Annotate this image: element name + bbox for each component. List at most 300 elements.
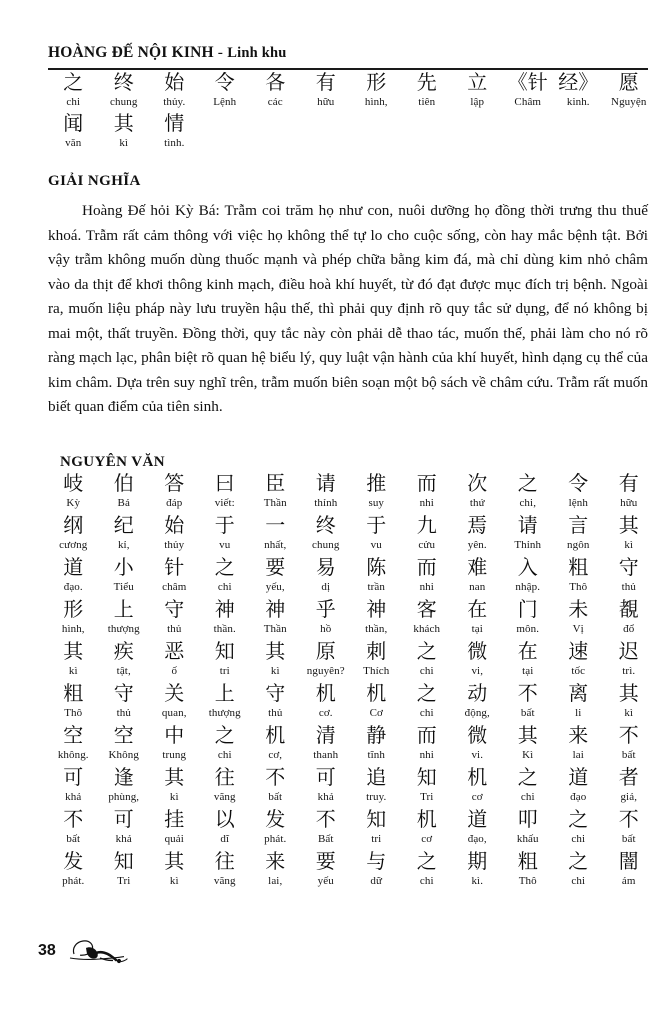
han-character: 之	[214, 554, 235, 579]
nguyen-van-cell	[604, 765, 655, 805]
nguyen-van-cell	[301, 849, 352, 889]
top-verse-cell	[351, 111, 402, 151]
han-character: 之	[517, 764, 538, 789]
romanization: thủ	[167, 622, 182, 635]
han-character: 清	[315, 722, 336, 747]
han-character: 微	[467, 638, 488, 663]
romanization: vi.	[471, 748, 484, 761]
nguyen-van-cell	[301, 471, 352, 511]
romanization: Tri	[117, 874, 131, 887]
romanization: tri	[371, 832, 382, 845]
romanization: Cơ	[369, 706, 383, 719]
romanization: chi	[217, 580, 232, 593]
han-character: 不	[63, 806, 84, 831]
han-character: 发	[63, 848, 84, 873]
han-character: 小	[113, 554, 134, 579]
romanization: kì	[169, 790, 179, 803]
romanization: chi	[66, 96, 81, 108]
nguyen-van-cell	[351, 681, 402, 721]
han-character: 终	[315, 512, 336, 537]
han-character: 恶	[164, 638, 185, 663]
han-character	[553, 111, 604, 136]
han-character: 次	[467, 470, 488, 495]
romanization: Kỳ	[66, 496, 81, 509]
han-character: 令	[568, 470, 589, 495]
han-character: 其	[63, 638, 84, 663]
nguyen-van-cell	[301, 681, 352, 721]
han-character: 知	[416, 764, 437, 789]
nguyen-van-cell	[553, 723, 604, 763]
nguyen-van-cell	[351, 597, 402, 637]
han-character	[200, 111, 251, 136]
nguyen-van-cell	[503, 849, 554, 889]
romanization: lập	[470, 96, 485, 108]
nguyen-van-cell	[503, 555, 554, 595]
han-character: 速	[568, 638, 589, 663]
han-character: 客	[416, 596, 437, 621]
nguyen-van-cell	[402, 849, 453, 889]
romanization: vu	[219, 538, 231, 551]
romanization: yếu	[317, 874, 334, 887]
han-character: 知	[113, 848, 134, 873]
top-verse-cell	[99, 111, 150, 151]
romanization: Nguyện	[611, 96, 647, 108]
romanization: tật,	[116, 664, 131, 677]
top-verse-cell	[149, 70, 200, 110]
nguyen-van-cell	[503, 681, 554, 721]
romanization: động,	[464, 706, 490, 719]
han-character: 之	[416, 848, 437, 873]
nguyen-van-cell	[99, 513, 150, 553]
romanization: các	[267, 96, 283, 108]
nguyen-van-cell	[553, 597, 604, 637]
nguyen-van-cell	[503, 471, 554, 511]
han-character: 始	[164, 512, 185, 537]
han-character: 于	[214, 512, 235, 537]
romanization: Thần	[263, 496, 287, 509]
han-character	[351, 111, 402, 136]
romanization: cơ,	[268, 748, 283, 761]
han-character: 守	[164, 596, 185, 621]
han-character: 各	[265, 70, 286, 94]
romanization: nhi	[419, 496, 434, 509]
nguyen-van-cell	[149, 765, 200, 805]
top-verse-row	[48, 111, 654, 151]
nguyen-van-cell	[250, 765, 301, 805]
romanization: Kì	[522, 748, 534, 761]
romanization: phát.	[264, 832, 287, 845]
nguyen-van-cell	[149, 849, 200, 889]
nguyen-van-cell	[553, 471, 604, 511]
han-character: 经》	[558, 70, 599, 94]
romanization	[301, 136, 352, 151]
romanization: phát.	[62, 874, 85, 887]
top-verse-cell	[200, 70, 251, 110]
romanization: bất	[621, 832, 636, 845]
nguyen-van-cell	[402, 723, 453, 763]
han-character: 迟	[618, 638, 639, 663]
romanization: thứ	[469, 496, 485, 509]
han-character: 九	[416, 512, 437, 537]
nguyen-van-cell	[402, 597, 453, 637]
han-character: 形	[63, 596, 84, 621]
romanization: Châm	[514, 96, 542, 108]
han-character: 其	[113, 111, 134, 135]
han-character: 不	[618, 722, 639, 747]
romanization: Vị	[572, 622, 584, 635]
romanization: kỉ,	[117, 538, 130, 551]
han-character: 其	[618, 680, 639, 705]
han-character: 入	[517, 554, 538, 579]
han-character: 挂	[164, 806, 185, 831]
romanization: dị	[321, 580, 331, 593]
decorative-ornament-icon	[66, 936, 132, 966]
nguyen-van-cell	[604, 513, 655, 553]
nguyen-van-cell	[503, 597, 554, 637]
romanization: thủ	[268, 706, 283, 719]
nguyen-van-cell	[301, 513, 352, 553]
han-character: 不	[265, 764, 286, 789]
nguyen-van-cell	[48, 849, 99, 889]
top-verse-fragment	[48, 70, 654, 151]
nguyen-van-cell	[99, 639, 150, 679]
romanization: nhi	[419, 580, 434, 593]
romanization: văn	[65, 137, 82, 149]
han-character: 焉	[467, 512, 488, 537]
nguyen-van-cell	[452, 639, 503, 679]
romanization: Không	[108, 748, 139, 761]
top-verse-cell	[250, 111, 301, 151]
han-character: 道	[63, 554, 84, 579]
han-character: 答	[164, 470, 185, 495]
romanization	[553, 136, 604, 151]
top-verse-cell	[351, 70, 402, 110]
nguyen-van-cell	[553, 555, 604, 595]
han-character: 静	[366, 722, 387, 747]
romanization: Bất	[317, 832, 334, 845]
nguyen-van-cell	[351, 723, 402, 763]
romanization: chi	[571, 874, 586, 887]
nguyen-van-row	[48, 597, 654, 637]
han-character: 守	[265, 680, 286, 705]
running-header	[30, 44, 642, 62]
han-character: 陈	[366, 554, 387, 579]
han-character: 疾	[113, 638, 134, 663]
han-character: 逢	[113, 764, 134, 789]
nguyen-van-cell	[250, 513, 301, 553]
han-character: 推	[366, 470, 387, 495]
han-character: 其	[265, 638, 286, 663]
nguyen-van-cell	[503, 513, 554, 553]
han-character: 终	[113, 70, 134, 94]
nguyen-van-row	[48, 765, 654, 805]
romanization: thỉnh	[314, 496, 338, 509]
romanization: viết:	[214, 496, 235, 509]
han-character: 以	[214, 806, 235, 831]
han-character: 知	[366, 806, 387, 831]
romanization: hồ	[320, 622, 332, 635]
nguyen-van-cell	[604, 681, 655, 721]
top-verse-cell	[48, 70, 99, 110]
nguyen-van-cell	[149, 513, 200, 553]
romanization: khách	[413, 622, 441, 635]
han-character: 粗	[517, 848, 538, 873]
nguyen-van-cell	[99, 555, 150, 595]
nguyen-van-row	[48, 639, 654, 679]
han-character: 上	[113, 596, 134, 621]
romanization: lệnh	[568, 496, 588, 509]
han-character: 在	[467, 596, 488, 621]
han-character: 不	[517, 680, 538, 705]
han-character: 之	[416, 638, 437, 663]
han-character: 空	[63, 722, 84, 747]
top-verse-cell	[99, 70, 150, 110]
running-header-title: HOÀNG ĐẾ NỘI KINH	[48, 44, 214, 61]
han-character: 有	[618, 470, 639, 495]
nguyen-van-cell	[553, 513, 604, 553]
han-character: 先	[416, 70, 437, 94]
han-character: 发	[265, 806, 286, 831]
romanization: cương	[59, 538, 88, 551]
han-character: 乎	[315, 596, 336, 621]
nguyen-van-cell	[452, 681, 503, 721]
nguyen-van-cell	[402, 513, 453, 553]
romanization: kinh.	[566, 96, 590, 108]
han-character: 形	[366, 70, 387, 94]
nguyen-van-cell	[351, 513, 402, 553]
page-footer	[30, 936, 642, 976]
romanization: nan	[469, 580, 486, 593]
nguyen-van-cell	[402, 639, 453, 679]
han-character: 不	[618, 806, 639, 831]
nguyen-van-verse-grid	[48, 471, 654, 889]
romanization: chi	[419, 706, 434, 719]
romanization: thần,	[365, 622, 388, 635]
romanization: Bá	[117, 496, 130, 509]
han-character: 曰	[214, 470, 235, 495]
nguyen-van-cell	[452, 597, 503, 637]
top-verse-cell	[604, 111, 655, 151]
romanization: bất	[66, 832, 81, 845]
romanization: chi	[571, 832, 586, 845]
romanization: kì	[169, 874, 179, 887]
han-character: 令	[214, 70, 235, 94]
top-verse-cell	[553, 111, 604, 151]
han-character: 机	[315, 680, 336, 705]
nguyen-van-cell	[402, 471, 453, 511]
romanization: ngôn	[567, 538, 590, 551]
han-character: 门	[517, 596, 538, 621]
nguyen-van-cell	[301, 597, 352, 637]
nguyen-van-cell	[149, 471, 200, 511]
romanization: hình,	[364, 96, 388, 108]
han-character: 不	[315, 806, 336, 831]
romanization: Thô	[569, 580, 588, 593]
romanization: thanh	[313, 748, 339, 761]
nguyen-van-cell	[402, 807, 453, 847]
han-character: 针	[164, 554, 185, 579]
han-character: 岐	[63, 470, 84, 495]
romanization: hữu	[317, 96, 335, 108]
han-character: 机	[366, 680, 387, 705]
romanization: kì	[119, 137, 129, 149]
romanization: tại	[471, 622, 483, 635]
han-character: 微	[467, 722, 488, 747]
han-character: 道	[467, 806, 488, 831]
han-character: 其	[164, 848, 185, 873]
nguyen-van-cell	[200, 849, 251, 889]
han-character: 神	[265, 596, 286, 621]
romanization: môn.	[516, 622, 540, 635]
nguyen-van-cell	[452, 471, 503, 511]
han-character: 守	[113, 680, 134, 705]
han-character: 愿	[618, 70, 639, 94]
han-character: 可	[113, 806, 134, 831]
section-heading-nguyen-van: NGUYÊN VĂN	[60, 453, 165, 470]
nguyen-van-cell	[503, 765, 554, 805]
han-character: 机	[467, 764, 488, 789]
romanization: trì.	[622, 664, 636, 677]
romanization: suy	[368, 496, 385, 509]
han-character: 《针	[507, 70, 548, 94]
han-character: 而	[416, 470, 437, 495]
han-character: 其	[517, 722, 538, 747]
romanization: bất	[268, 790, 283, 803]
nguyen-van-cell	[250, 597, 301, 637]
romanization: Thô	[64, 706, 83, 719]
han-character: 之	[568, 848, 589, 873]
romanization: cửu	[418, 538, 436, 551]
han-character: 之	[568, 806, 589, 831]
nguyen-van-cell	[301, 723, 352, 763]
han-character: 可	[63, 764, 84, 789]
romanization: Thích	[363, 664, 390, 677]
romanization: đạo.	[63, 580, 83, 593]
nguyen-van-row	[48, 849, 654, 889]
han-character: 言	[568, 512, 589, 537]
section-heading-giai-nghia: GIẢI NGHĨA	[48, 173, 141, 189]
han-character: 可	[315, 764, 336, 789]
nguyen-van-cell	[48, 765, 99, 805]
han-character: 知	[214, 638, 235, 663]
han-character: 纲	[63, 512, 84, 537]
han-character	[301, 111, 352, 136]
nguyen-van-cell	[99, 765, 150, 805]
romanization: tại	[522, 664, 534, 677]
nguyen-van-row	[48, 471, 654, 511]
nguyen-van-cell	[452, 849, 503, 889]
han-character: 于	[366, 512, 387, 537]
han-character: 未	[568, 596, 589, 621]
romanization: tri	[219, 664, 230, 677]
nguyen-van-cell	[48, 639, 99, 679]
nguyen-van-cell	[250, 681, 301, 721]
nguyen-van-cell	[604, 471, 655, 511]
nguyen-van-cell	[604, 849, 655, 889]
han-character: 粗	[63, 680, 84, 705]
romanization: thượng	[107, 622, 140, 635]
romanization: trung	[162, 748, 187, 761]
romanization: quan,	[161, 706, 187, 719]
romanization: vi,	[471, 664, 484, 677]
han-character: 离	[568, 680, 589, 705]
romanization: khả	[65, 790, 82, 803]
romanization: bất	[520, 706, 535, 719]
han-character	[402, 111, 453, 136]
romanization: ố	[171, 664, 178, 677]
romanization	[250, 136, 301, 151]
nguyen-van-cell	[250, 639, 301, 679]
romanization: truy.	[366, 790, 387, 803]
romanization: Thô	[518, 874, 537, 887]
nguyen-van-cell	[351, 639, 402, 679]
romanization: kì	[270, 664, 280, 677]
nguyen-van-cell	[149, 807, 200, 847]
han-character: 而	[416, 722, 437, 747]
romanization: vãng	[213, 790, 236, 803]
romanization: chi,	[519, 496, 537, 509]
nguyen-van-cell	[99, 849, 150, 889]
nguyen-van-cell	[48, 807, 99, 847]
nguyen-van-cell	[503, 639, 554, 679]
romanization	[200, 136, 251, 151]
top-verse-cell	[452, 111, 503, 151]
top-verse-cell	[503, 70, 554, 110]
romanization: yên.	[467, 538, 487, 551]
nguyen-van-cell	[301, 765, 352, 805]
han-character: 者	[618, 764, 639, 789]
nguyen-van-cell	[402, 555, 453, 595]
romanization: đạo	[570, 790, 587, 803]
nguyen-van-row	[48, 681, 654, 721]
nguyen-van-cell	[200, 681, 251, 721]
nguyen-van-cell	[351, 807, 402, 847]
romanization: dĩ	[220, 832, 230, 845]
romanization: lai	[572, 748, 584, 761]
han-character: 而	[416, 554, 437, 579]
nguyen-van-cell	[149, 597, 200, 637]
han-character: 来	[265, 848, 286, 873]
han-character: 空	[113, 722, 134, 747]
romanization: dữ	[370, 874, 383, 887]
nguyen-van-cell	[149, 681, 200, 721]
romanization: thủy.	[163, 96, 186, 108]
han-character: 纪	[113, 512, 134, 537]
romanization: khả	[317, 790, 334, 803]
nguyen-van-cell	[553, 639, 604, 679]
romanization: li	[575, 706, 582, 719]
han-character: 期	[467, 848, 488, 873]
romanization: châm	[162, 580, 187, 593]
nguyen-van-cell	[553, 681, 604, 721]
han-character: 有	[315, 70, 336, 94]
romanization: khả	[115, 832, 132, 845]
nguyen-van-row	[48, 555, 654, 595]
nguyen-van-cell	[48, 555, 99, 595]
han-character: 粗	[568, 554, 589, 579]
han-character: 请	[517, 512, 538, 537]
han-character: 叩	[517, 806, 538, 831]
han-character: 之	[63, 70, 84, 94]
romanization: Tiểu	[113, 580, 134, 593]
nguyen-van-cell	[48, 597, 99, 637]
han-character: 之	[416, 680, 437, 705]
nguyen-van-cell	[200, 639, 251, 679]
romanization: tình.	[164, 137, 185, 149]
nguyen-van-cell	[452, 807, 503, 847]
han-character: 与	[366, 848, 387, 873]
han-character	[604, 111, 655, 136]
